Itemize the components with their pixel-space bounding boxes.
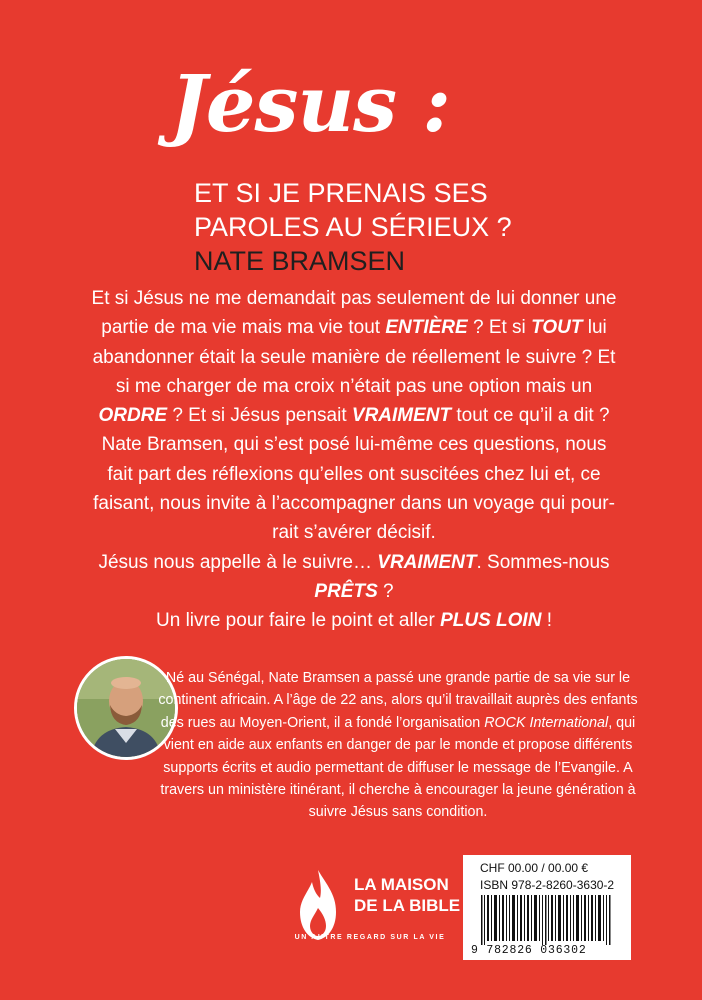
blurb-emphasis: PLUS LOIN [440, 610, 542, 632]
blurb-emphasis: PRÊTS [314, 580, 378, 602]
blurb-text: Jésus nous appelle à le suivre… [98, 551, 378, 573]
author-name: NATE BRAMSEN [194, 246, 406, 276]
blurb-emphasis: VRAIMENT [351, 405, 452, 427]
blurb-emphasis: ORDRE [98, 405, 168, 427]
isbn-label: ISBN 978-2-8260-3630-2 [480, 878, 615, 892]
blurb-text: . Sommes-nous [476, 551, 610, 573]
subtitle-text: ET SI JE PRENAIS SES PAROLES AU SÉRIEUX ? [194, 178, 512, 242]
blurb-paragraph-1 [88, 284, 620, 548]
publisher-tagline: UN AUTRE REGARD SUR LA VIE [294, 934, 446, 941]
blurb-emphasis: ENTIÈRE [385, 317, 468, 339]
blurb-text: ? [377, 580, 394, 602]
publisher-name-line-1: LA MAISON [354, 875, 449, 894]
back-cover-blurb [88, 284, 620, 636]
barcode-number: 9 782826 036302 [471, 944, 587, 957]
isbn-barcode-box [463, 855, 631, 960]
blurb-paragraph-3 [88, 606, 620, 635]
flame-icon [296, 868, 340, 942]
blurb-text: lui abandonner était la seule manière de réellement le suivre ? Et si me charger de ma croix n’était pas une option mais un [92, 317, 616, 397]
blurb-emphasis: VRAIMENT [377, 551, 477, 573]
blurb-text: ? Et si Jésus pensait [167, 405, 352, 427]
price-label: CHF 00.00 / 00.00 € [480, 861, 589, 875]
blurb-text: ? Et si [467, 317, 532, 339]
book-title: Jésus : [170, 59, 451, 150]
blurb-text: Et si Jésus ne me demandait pas seulement de lui donner une partie de ma vie mais ma vie tout [91, 288, 617, 339]
barcode-icon [481, 895, 613, 945]
book-subtitle [194, 176, 574, 278]
blurb-paragraph-2 [88, 548, 620, 607]
publisher-name [354, 874, 460, 916]
bio-text: , qui vient en aide aux enfants en danger de par le monde et propose différents supports écrits et audio permettant de diffuser le message de l’Evangile. A travers un ministère itinérant, il cherche à encourager la jeune génération à suivre Jésus sans condition. [160, 714, 636, 821]
author-bio [158, 667, 638, 824]
bio-organization: ROCK International [484, 714, 609, 731]
blurb-text: ! [541, 610, 552, 632]
bio-text: Né au Sénégal, Nate Bramsen a passé une grande partie de sa vie sur le continent africain. A l’âge de 22 ans, alors qu’il travaillait auprès des enfants des rues au Moyen-Orient, il a fondé l’organisation [158, 670, 638, 731]
blurb-emphasis: TOUT [531, 317, 583, 339]
publisher-name-line-2: DE LA BIBLE [354, 896, 461, 915]
blurb-text: Un livre pour faire le point et aller [156, 610, 441, 632]
blurb-text: tout ce qu’il a dit ? Nate Bramsen, qui s’est posé lui-même ces questions, nous fait part des réflexions qu’elles ont suscitées chez lui et, ce faisant, nous invite à l’accompagner dans un voyage qui pourrait s’avérer décisif. [93, 405, 615, 544]
